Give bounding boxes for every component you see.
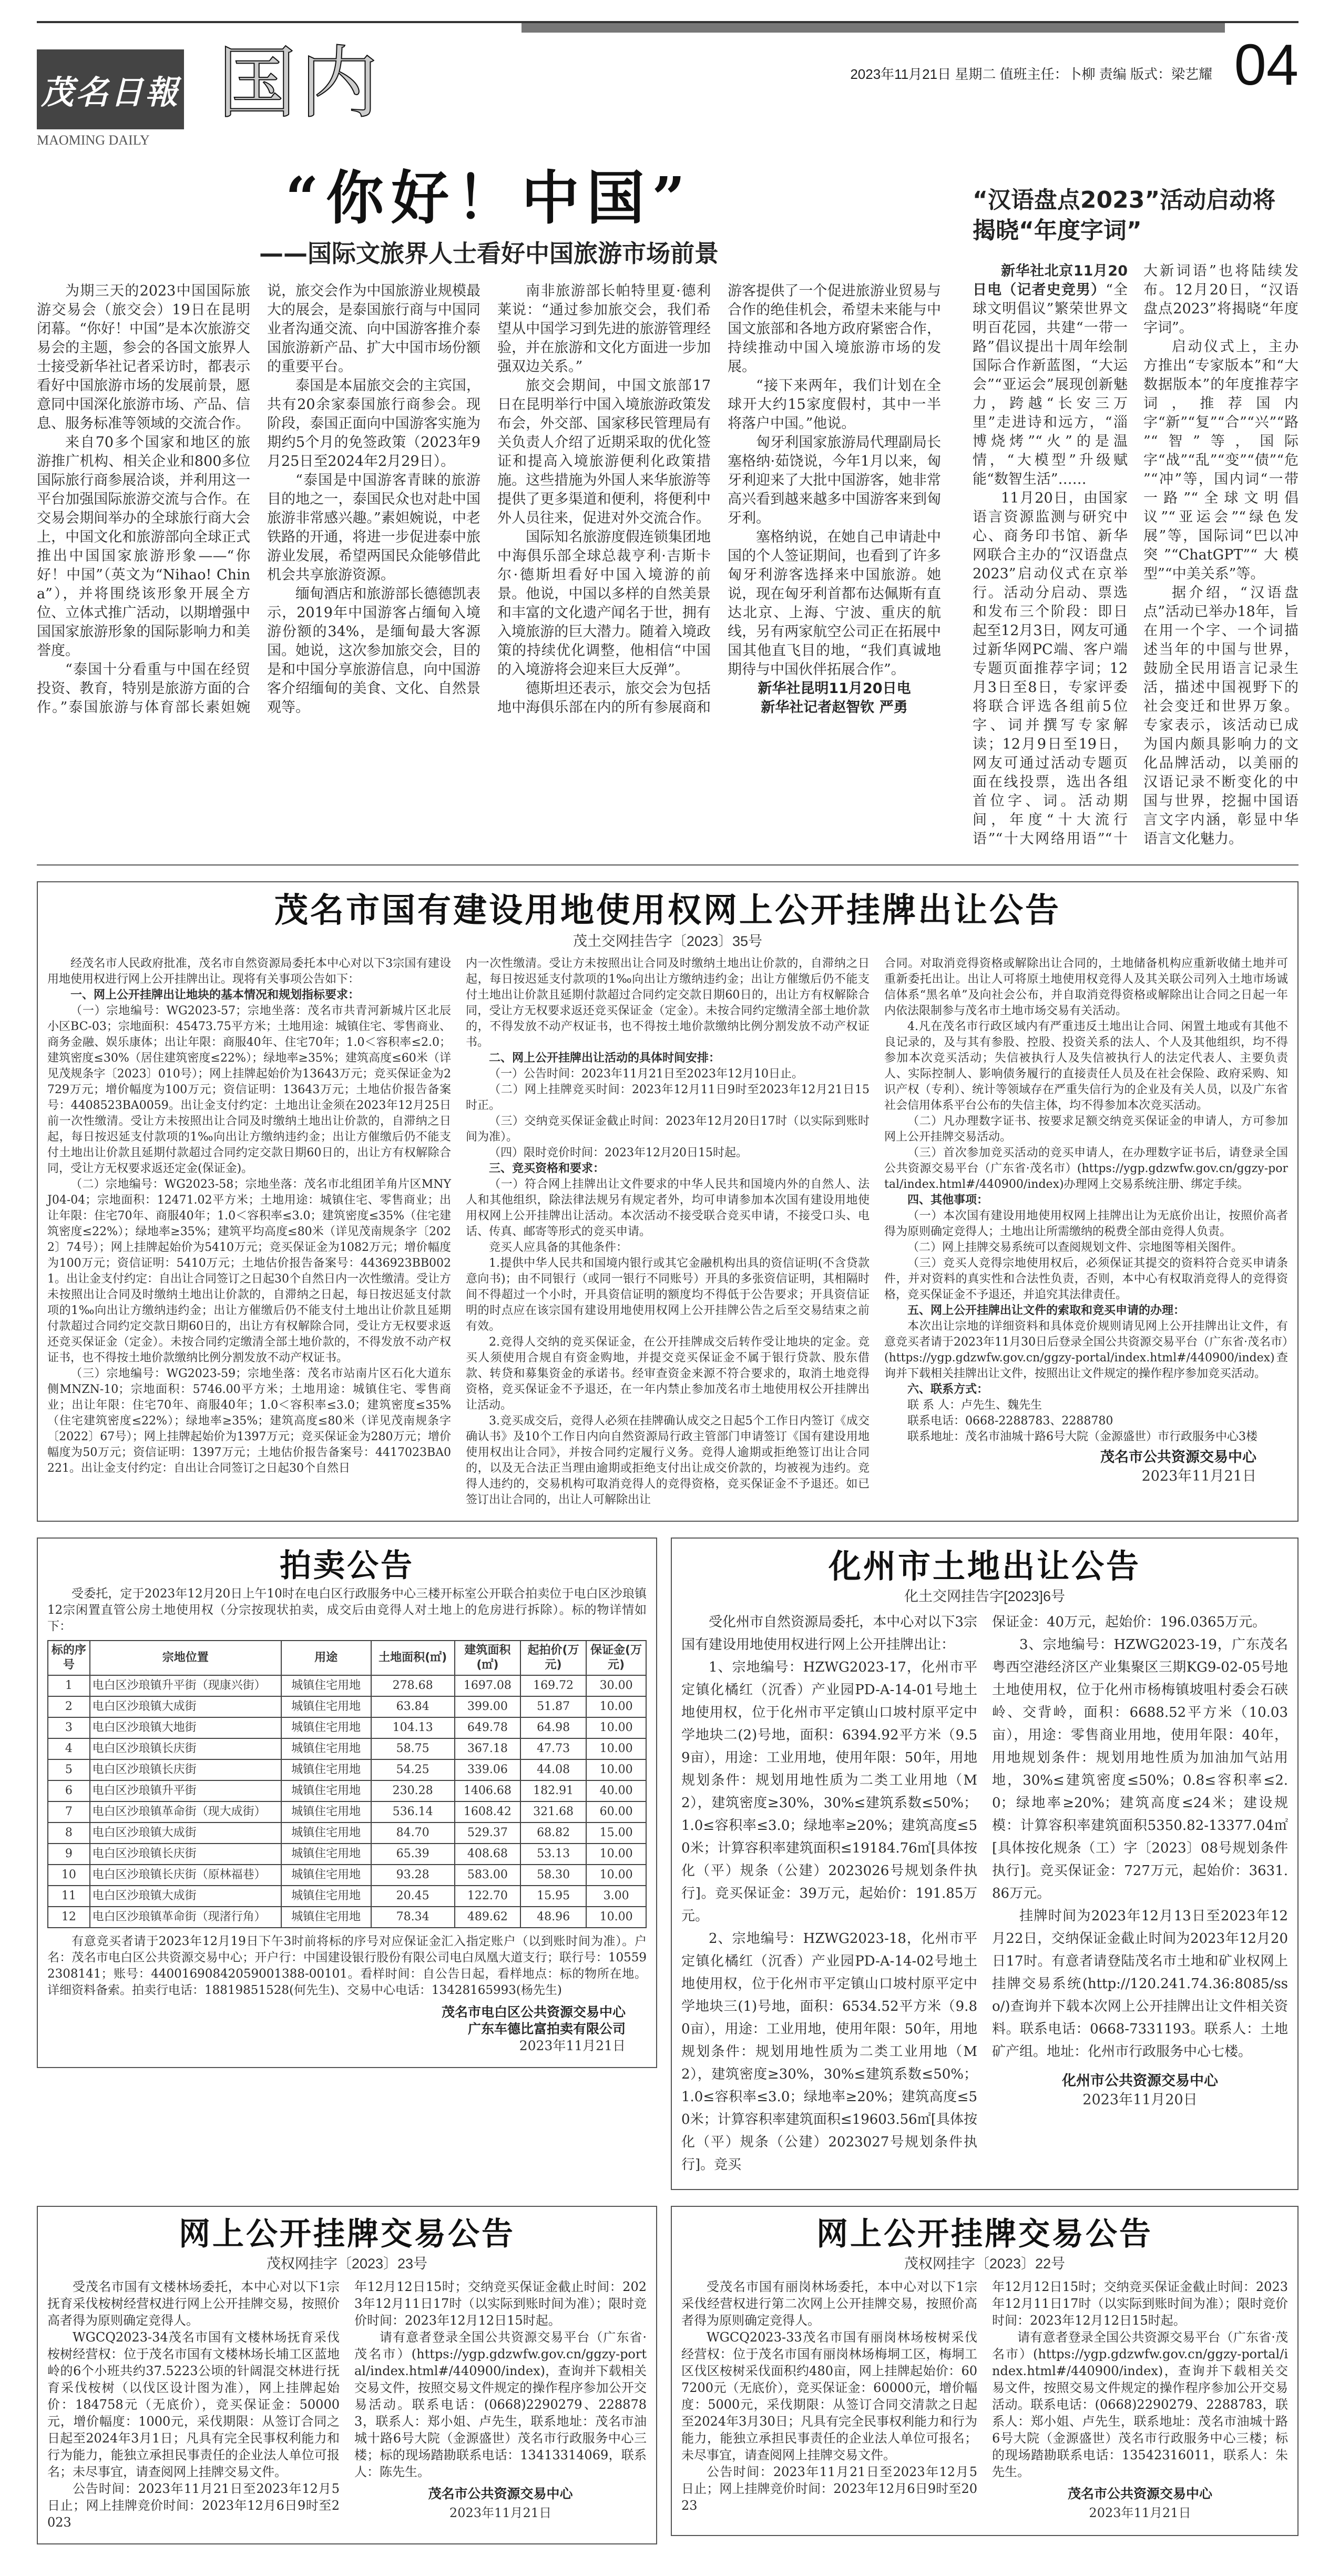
table-cell: 399.00 <box>455 1696 520 1717</box>
table-cell: 城镇住宅用地 <box>281 1780 371 1801</box>
table-row <box>48 1801 646 1822</box>
paragraph: 受茂名市国有丽岗林场委托，本中心对以下1宗采伐经营权进行第二次网上公开挂牌交易，按照价高者得为原则确定竞得人。 <box>681 2279 977 2328</box>
table-cell: 182.91 <box>520 1780 586 1801</box>
table-row <box>48 1759 646 1780</box>
col-header: 标的序号 <box>48 1641 90 1675</box>
paragraph: （二）宗地编号：WG2023-58；宗地坐落：茂名市北组团羊角片区MNYJ04-04；宗地面积：12471.02平方米；土地用途：城镇住宅、零售商业；出让年限：住宅70年、商服40年；1.0＜容积率≤3.0；建筑密度≤35%（住宅建筑密度≤22%）；绿地率≥35%；建筑平均高度≤80米（详见茂南规条字〔2022〕74号）；网上挂牌起始价为5410万元；竞买保证金为1082万元；增价幅度为100万元；资信证明：5410万元；土地估价报告备案号：4436923BB0021。出让金支付约定：自出让合同签订之日起30个自然日内一次性缴清。受让方未按照出让合同及时缴纳土地出让价款的，自滞纳之日起，每日按迟延支付款项的1‰向出让方缴纳违约金；出让方催缴后仍不能支付土地出让价款且延期付款超过合同约定交款日期60日的，出让方有权解除合同，受让方无权要求返还竞买保证金（定金）。未按合同约定缴清全部土地价款的，不得发放不动产权证书，也不得按土地价款缴纳比例分割发放不动产权证书。 <box>47 1178 451 1365</box>
side-headline: “汉语盘点2023”活动启动将揭晓“年度字词” <box>973 187 1276 244</box>
huazhou-notice-title: 化州市土地出让公告 <box>828 1547 1141 1585</box>
paragraph: 竞买人应具备的其他条件： <box>489 1241 628 1254</box>
paragraph: （二）网上挂牌交易系统可以查阅规划文件、宗地图等相关图件。 <box>907 1241 1243 1254</box>
paragraph: 塞格纳说，在她自己申请赴中国的个人签证期间，也看到了许多匈牙利游客选择来中国旅游。她说，现在匈牙利首都布达佩斯有直达北京、上海、宁波、重庆的航线，另有两家航空公司正在拓展中国其他直飞目的地，“我们真诚地期待与中国伙伴拓展合作”。 <box>728 529 941 678</box>
table-cell: 9 <box>48 1844 90 1865</box>
auction-notice-box <box>37 1538 657 2068</box>
land-notice-body <box>47 956 1288 1508</box>
paragraph: 联系地址：茂名市油城十路6号大院（金源盛世）市行政服务中心3楼 <box>907 1430 1258 1443</box>
col-header: 宗地位置 <box>90 1641 281 1675</box>
table-cell: 2 <box>48 1696 90 1717</box>
table-cell: 230.28 <box>371 1780 455 1801</box>
lead-subheadline: ——国际文旅界人士看好中国旅游市场前景 <box>259 239 719 268</box>
paragraph: 联 系 人：卢先生、魏先生 <box>907 1399 1042 1412</box>
notices-row-2 <box>37 2206 1299 2544</box>
paragraph: 请有意者登录全国公共资源交易平台（广东省·茂名市）(https://ygp.gdzwfw.gov.cn/ggzy-portal/index.html#/440900/index)，查询并下载相关交易文件，按照交易文件规定的操作程序参加公开交易活动。联系电话：(0668)2290279、2288783，联系人：郑小姐、卢先生，联系地址：茂名市油城十路6号大院（金源盛世）茂名市行政服务中心三楼；标的现场踏勘联系电话：13542316011，联系人：朱先生。 <box>992 2330 1288 2479</box>
table-cell: 65.39 <box>371 1844 455 1865</box>
table-cell: 3.00 <box>586 1886 646 1907</box>
paragraph: （三）首次参加竞买活动的竞买申请人，在办理数字证书后，请登录全国公共资源交易平台（广东省·茂名市）(https://ygp.gdzwfw.gov.cn/ggzy-portal/index.html#/440900/index)办理网上交易系统注册、绑定手续。 <box>884 1146 1288 1191</box>
land-notice-col-2 <box>466 956 870 1508</box>
table-cell: 1608.42 <box>455 1801 520 1822</box>
side-article <box>973 164 1299 849</box>
auction-footer: 有意竞买者请于2023年12月19日下午3时前将标的序号对应保证金汇入指定账户（以到账时间为准）。户名：茂名市电白区公共资源交易中心；开户行：中国建设银行股份有限公司电白凤凰大道支行；联行号：105592308141；账号：44001690842059001388-00101。看样时间：自公告日起，看样地点：标的物所在地。详细资料备索。拍卖行电话：18819851528(何先生)、交易中心电话：13428165993(杨先生) <box>47 1934 647 1997</box>
paragraph: 受茂名市国有文楼林场委托，本中心对以下1宗抚育采伐桉树经营权进行网上公开挂牌交易，按照价高者得为原则确定竞得人。 <box>47 2279 340 2328</box>
land-notice-col-1 <box>47 956 451 1508</box>
paragraph: “接下来两年，我们计划在全球开大约15家度假村，其中一半将落户中国。”他说。 <box>728 378 941 432</box>
huazhou-signer: 化州市公共资源交易中心 <box>1062 2073 1218 2089</box>
paragraph: 年12月12日15时；交纳竞买保证金截止时间：2023年12月11日17时（以实际到账时间为准）；限时竞价时间：2023年12月12日15时起。 <box>992 2279 1288 2328</box>
table-cell: 城镇住宅用地 <box>281 1844 371 1865</box>
paragraph: 德斯坦还表示，旅交会为包括地中海俱乐部在内的所有参展商和游客提供了一个促进旅游业贸易与合作的绝佳机会，希望未来能与中国文旅部和各地方政府紧密合作，持续推动中国入境旅游市场的发展。 <box>497 283 941 716</box>
col-header: 土地面积(㎡) <box>371 1641 455 1675</box>
trade-22-body <box>681 2278 1288 2522</box>
paragraph: 3.竞买成交后，竞得人必须在挂牌确认成交之日起5个工作日内签订《成交确认书》及10个工作日内向自然资源局行政主管部门申请签订《国有建设用地使用权出让合同》，并按合同约定履行义务。竞得人逾期或拒绝签订出让合同的，以及无合法正当理由逾期或拒绝支付出让成交价款的，均被视为违约。竞得人违约的，交易机构可取消竞得人的竞得资格，竞买保证金不予退还。如已签订出让合同的，出让人可解除出让 <box>466 1414 870 1506</box>
trade-notice-22-doc-no: 茂权网挂字〔2023〕22号 <box>904 2256 1066 2272</box>
table-cell: 1697.08 <box>455 1675 520 1696</box>
table-cell: 电白区沙琅镇升平街 <box>90 1780 281 1801</box>
land-notice-col-3 <box>884 956 1288 1508</box>
table-cell: 11 <box>48 1886 90 1907</box>
table-cell: 12 <box>48 1907 90 1928</box>
auction-notice-title: 拍卖公告 <box>280 1547 414 1584</box>
side-lead: 新华社北京11月20日电（记者史竞男） <box>973 263 1128 298</box>
paragraph: 公告时间：2023年11月21日至2023年12月5日止；网上挂牌竞价时间：2023年12月6日9时至2023 <box>47 2481 340 2530</box>
auction-intro: 受委托，定于2023年12月20日上午10时在电白区行政服务中心三楼开标室公开联合拍卖位于电白区沙琅镇12宗闲置直管公房土地使用权（分宗按现状拍卖，成交后由竞得人对土地上的危房进行拆除）。标的物详情如下： <box>47 1587 647 1633</box>
paragraph: 受化州市自然资源局委托，本中心对以下3宗国有建设用地使用权进行网上公开挂牌出让： <box>681 1614 977 1653</box>
table-cell: 536.14 <box>371 1801 455 1822</box>
lead-article <box>37 164 941 849</box>
paragraph: 3、宗地编号：HZWG2023-19，广东茂名粤西空港经济区产业集聚区三期KG9-02-05号地土地使用权，位于化州市杨梅镇坡咀村委会石硖岭、交背岭，面积：6688.52平方米（10.03亩），用途：零售商业用地，使用年限：40年，用地规划条件：规划用地性质为加油加气站用地，30%≤建筑密度≤50%；0.8≤容积率≤2.0；绿地率≥20%；建筑高度≤24米；建设规模：计算容积率建筑面积5350.82-13377.04㎡[具体按化规条（工）字〔2023〕08号规划条件执行]。竞买保证金：727万元，起始价：3631.86万元。 <box>992 1637 1288 1901</box>
auction-table-header <box>48 1641 646 1675</box>
notices-row-1 <box>37 1538 1299 2190</box>
auction-signer-2: 广东车德比富拍卖有限公司 <box>467 2021 626 2037</box>
trade-23-col-2 <box>354 2278 647 2531</box>
paragraph: WGCQ2023-33茂名市国有丽岗林场桉树采伐经营权：位于茂名市国有丽岗林场梅垌工区，梅垌工区伐区桉树采伐面积约480亩，网上挂牌起始价：607200元（无底价），竞买保证金：60000元，增价幅度：5000元，采伐期限：从签订合同交清款之日起至2024年3月30日；凡具有完全民事权利能力和行为能力，能独立承担民事责任的企业法人单位可报名；未尽事宜，请查阅网上挂牌交易文件。 <box>681 2330 977 2462</box>
paragraph: 泰国是本届旅交会的主宾国，共有20余家泰国旅行商参会。现阶段，泰国正面向中国游客实施为期约5个月的免签政策（2023年9月25日至2024年2月29日）。 <box>267 378 481 470</box>
paragraph: 11月20日，由国家语言资源监测与研究中心、商务印书馆、新华网联合主办的“汉语盘点2023”启动仪式在京举行。活动分启动、票选和发布三个阶段：即日起至12月3日，网友可通过新华网PC端、客户端专题页面推荐字词；12月3日至8日，专家评委将联合评选各组前5位字、词并撰写专家解读；12月9日至19日，网友可通过活动专题页面在线投票，选出各组首位字、词。活动期间，年度“十大流行语”“十大网络用语”“十大新词语”也将陆续发布。12月20日，“汉语盘点2023”将揭晓“年度字词”。 <box>973 263 1299 847</box>
land-notice-doc-no: 茂土交网挂告字〔2023〕35号 <box>573 933 763 949</box>
trade-22-signer: 茂名市公共资源交易中心 <box>1067 2486 1212 2501</box>
table-cell: 51.87 <box>520 1696 586 1717</box>
paragraph: 保证金：40万元，起始价：196.0365万元。 <box>992 1614 1266 1630</box>
table-cell: 63.84 <box>371 1696 455 1717</box>
table-cell: 367.18 <box>455 1738 520 1759</box>
table-cell: 529.37 <box>455 1822 520 1844</box>
paragraph: 国际知名旅游度假连锁集团地中海俱乐部全球总裁亨利·吉斯卡尔·德斯坦看好中国入境游的前景。他说，中国以多样的自然美景和丰富的文化遗产闻名于世，拥有入境旅游的巨大潜力。随着入境政策的持续优化调整，他相信“中国的入境游将会迎来巨大反弹”。 <box>497 529 711 678</box>
logo-block <box>37 34 205 148</box>
table-row <box>48 1844 646 1865</box>
paragraph: 合同。对取消竞得资格或解除出让合同的，土地储备机构应重新收储土地并可重新委托出让。出让人可将原土地使用权竞得人及其关联公司列入土地市场诚信体系“黑名单”及向社会公布，并自取消竞得资格或解除出让合同之日起一年内依法限制参与茂名市土地市场交易有关活动。 <box>884 957 1288 1017</box>
table-cell: 60.00 <box>586 1801 646 1822</box>
auction-signer-1: 茂名市电白区公共资源交易中心 <box>441 2004 626 2020</box>
table-cell: 城镇住宅用地 <box>281 1865 371 1886</box>
land-notice-signature <box>884 1448 1288 1486</box>
table-cell: 城镇住宅用地 <box>281 1822 371 1844</box>
paragraph: （三）交纳竞买保证金截止时间：2023年12月20日17时（以实际到账时间为准）。 <box>466 1115 870 1144</box>
table-cell: 电白区沙琅镇大成街 <box>90 1696 281 1717</box>
section-heading: 一、网上公开挂牌出让地块的基本情况和规划指标要求： <box>70 989 360 1002</box>
table-cell: 122.70 <box>455 1886 520 1907</box>
col-header: 保证金(万元) <box>586 1641 646 1675</box>
paragraph: （四）限时竞价时间：2023年12月20日15时起。 <box>489 1146 748 1159</box>
table-row <box>48 1822 646 1844</box>
byline-dateline: 新华社昆明11月20日电 <box>758 680 911 697</box>
table-cell: 5 <box>48 1759 90 1780</box>
table-cell: 10.00 <box>586 1738 646 1759</box>
table-cell: 489.62 <box>455 1907 520 1928</box>
table-cell: 城镇住宅用地 <box>281 1696 371 1717</box>
paragraph: （三）宗地编号：WG2023-59；宗地坐落：茂名市站南片区石化大道东侧MNZN-10；宗地面积：5746.00平方米；土地用途：城镇住宅、零售商业；出让年限：住宅70年、商服40年；1.0＜容积率≤3.0；建筑密度≤35%（住宅建筑密度≤22%）；绿地率≥35%；建筑高度≤80米（详见茂南规条字〔2022〕67号）；网上挂牌起始价为1397万元；竞买保证金为280万元；增价幅度为50万元；资信证明：1397万元；土地估价报告备案号：4417023BA0221。出让金支付约定：自出让合同签订之日起30个自然日 <box>47 1367 452 1475</box>
huazhou-date: 2023年11月20日 <box>1082 2092 1198 2108</box>
table-cell: 10.00 <box>586 1865 646 1886</box>
table-cell: 10 <box>48 1865 90 1886</box>
table-cell: 54.25 <box>371 1759 455 1780</box>
table-cell: 15.00 <box>586 1822 646 1844</box>
col-header: 起拍价(万元) <box>520 1641 586 1675</box>
trade-23-signer: 茂名市公共资源交易中心 <box>428 2486 573 2501</box>
table-cell: 8 <box>48 1822 90 1844</box>
table-cell: 电白区沙琅镇大成街 <box>90 1822 281 1844</box>
trade-23-date: 2023年11月21日 <box>449 2506 552 2520</box>
page-number: 04 <box>1234 33 1299 97</box>
table-cell: 53.13 <box>520 1844 586 1865</box>
news-area <box>37 164 1299 866</box>
huazhou-body <box>681 1611 1288 2176</box>
land-notice-signer: 茂名市公共资源交易中心 <box>1100 1449 1256 1465</box>
paragraph: 据介绍，“汉语盘点”活动已举办18年，旨在用一个字、一个词描述当年的中国与世界，鼓励全民用语言记录生活，描述中国视野下的社会变迁和世界万象。专家表示，该活动已成为国内颇具影响力的文化品牌活动，以美丽的汉语记录不断变化的中国与世界，挖掘中国语言文字内涵，彰显中华语言文化魅力。 <box>1143 585 1299 847</box>
huazhou-col-2 <box>992 1611 1288 2176</box>
table-cell: 20.45 <box>371 1886 455 1907</box>
table-cell: 电白区沙琅镇长庆街 <box>90 1759 281 1780</box>
huazhou-col-1 <box>681 1611 977 2176</box>
paragraph: 来自70多个国家和地区的旅游推广机构、相关企业和800多位国际旅行商参展洽谈，并利用这一平台加强国际旅游交流与合作。在交易会期间举办的全球旅行商大会上，中国文化和旅游部向全球正式推出中国国家旅游形象——“你好！中国”（英文为“Nihao! China”），并将围绕该形象开展全方位、立体式推广活动，以期增强中国国家旅游形象的国际影响力和美誉度。 <box>37 434 250 659</box>
trade-22-date: 2023年11月21日 <box>1089 2506 1191 2520</box>
table-row <box>48 1886 646 1907</box>
section-heading: 六、联系方式： <box>907 1383 989 1396</box>
paragraph: 旅交会期间，中国文旅部17日在昆明举行中国入境旅游政策发布会，外交部、国家移民管理局有关负责人介绍了近期采取的优化签证和提高入境旅游便利化政策措施。这些措施为外国人来华旅游等提供了更多渠道和便利，将便利中外人员往来，促进对外交流合作。 <box>497 378 711 526</box>
paragraph: 联系电话：0668-2288783、2288780 <box>907 1414 1113 1428</box>
huazhou-notice-box <box>671 1538 1299 2190</box>
paragraph: 缅甸酒店和旅游部长德德凯表示，2019年中国游客占缅甸入境游份额的34%，是缅甸最大客源国。她说，这次参加旅交会，目的是和中国分享旅游信息，向中国游客介绍缅甸的美食、文化、自然景观等。 <box>267 586 481 716</box>
section-heading: 五、网上公开挂牌出让文件的索取和竞买申请的办理： <box>907 1304 1185 1317</box>
table-cell: 44.08 <box>520 1759 586 1780</box>
table-cell: 58.75 <box>371 1738 455 1759</box>
paragraph: 内一次性缴清。受让方未按照出让合同及时缴纳土地出让价款的，自滞纳之日起，每日按迟延支付款项的1‰向出让方缴纳违约金；出让方催缴后仍不能支付土地出让价款且延期付款超过合同约定交款日期60日的，出让方有权解除合同，受让方无权要求返还竞买保证金（定金）。未按合同约定缴清全部土地价款的，不得发放不动产权证书，也不得按土地价款缴纳比例分割发放不动产权证书。 <box>466 957 870 1049</box>
paragraph: 1、宗地编号：HZWG2023-17，化州市平定镇化橘红（沉香）产业园PD-A-14-01号地土地使用权，位于化州市平定镇山口坡村原平定中学地块二(2)号地，面积：6394.92平方米（9.59亩），用途：工业用地，使用年限：50年，用地规划条件：规划用地性质为二类工业用地（M2），建筑密度≥30%，30%≤建筑系数≤50%；1.0≤容积率≤3.0；绿地率≥20%；建筑高度≤50米；计算容积率建筑面积≤19184.76㎡[具体按化（平）规条（公建）2023026号规划条件执行]。竞买保证金：39万元，起始价：191.85万元。 <box>681 1659 977 1924</box>
table-cell: 321.68 <box>520 1801 586 1822</box>
side-body <box>973 262 1299 849</box>
table-cell: 104.13 <box>371 1717 455 1738</box>
lead-headline: “你好！中国” <box>285 164 693 232</box>
table-cell: 278.68 <box>371 1675 455 1696</box>
paragraph: 南非旅游部长帕特里夏·德利莱说：“通过参加旅交会，我们希望从中国学习到先进的旅游管理经验，并在旅游和文化方面进一步加强双边关系。” <box>497 283 711 375</box>
section-title: 国内 <box>218 38 382 129</box>
table-row <box>48 1696 646 1717</box>
land-notice-box <box>37 881 1299 1522</box>
table-cell: 3 <box>48 1717 90 1738</box>
newspaper-logo: 茂名日報 <box>37 49 184 129</box>
paragraph: 年12月12日15时；交纳竞买保证金截止时间：2023年12月11日17时（以实际到账时间为准）；限时竞价时间：2023年12月12日15时起。 <box>354 2279 647 2328</box>
table-cell: 93.28 <box>371 1865 455 1886</box>
table-cell: 6 <box>48 1780 90 1801</box>
table-cell: 电白区沙琅镇长庆街 <box>90 1738 281 1759</box>
trade-notice-23-doc-no: 茂权网挂字〔2023〕23号 <box>266 2256 428 2272</box>
table-row <box>48 1865 646 1886</box>
table-cell: 电白区沙琅镇革命街（现大成街） <box>90 1801 281 1822</box>
trade-22-col-1 <box>681 2278 977 2522</box>
paragraph: （一）公告时间：2023年11月21日至2023年12月10日止。 <box>489 1067 803 1081</box>
trade-notice-22-title: 网上公开挂牌交易公告 <box>816 2216 1153 2253</box>
masthead <box>37 21 1299 148</box>
paragraph: 匈牙利国家旅游局代理副局长塞格纳·茹饶说，今年1月以来，匈牙利迎来了大批中国游客，她非常高兴看到越来越多中国游客来到匈牙利。 <box>728 434 941 526</box>
table-cell: 339.06 <box>455 1759 520 1780</box>
table-row <box>48 1780 646 1801</box>
paragraph: 2.竞得人交纳的竞买保证金，在公开挂牌成交后转作受让地块的定金。竞买人须使用合规自有资金购地，并提交竞买保证金不属于银行贷款、股东借款、转贷和募集资金的承诺书。经审查资金来源不符合要求的，取消土地竞得资格，竞买保证金不予退还，在一年内禁止参加茂名市土地使用权公开挂牌出让活动。 <box>466 1336 870 1412</box>
table-cell: 47.73 <box>520 1738 586 1759</box>
table-cell: 7 <box>48 1801 90 1822</box>
table-cell: 城镇住宅用地 <box>281 1738 371 1759</box>
table-cell: 10.00 <box>586 1717 646 1738</box>
section-heading: 二、网上公开挂牌出让活动的具体时间安排： <box>489 1052 721 1065</box>
table-cell: 1 <box>48 1675 90 1696</box>
auction-table <box>47 1640 647 1928</box>
paragraph: “泰国十分看重与中国在经贸投资、教育，特别是旅游方面的合作。”泰国旅游与体育部长素妲婉说，旅交会作为中国旅游业规模最大的展会，是泰国旅行商与中国同业者沟通交流、向中国游客推介泰国旅游新产品、扩大中国市场份额的重要平台。 <box>37 283 481 716</box>
paragraph: WGCQ2023-34茂名市国有文楼林场抚育采伐桉树经营权：位于茂名市国有文楼林场长埔工区蓝地岭的6个小班共约37.5223公顷的针阔混交林进行抚育采伐桉树（以伐区设计图为准），网上挂牌起始价：184758元（无底价），竞买保证金：50000元，增价幅度：1000元，采伐期限：从签订合同之日起至2024年3月1日；凡具有完全民事权利能力和行为能力，能独立承担民事责任的企业法人单位可报名；未尽事宜，请查阅网上挂牌交易文件。 <box>47 2330 340 2479</box>
paragraph: 公告时间：2023年11月21日至2023年12月5日止；网上挂牌竞价时间：2023年12月6日9时至2023 <box>681 2465 977 2513</box>
paragraph: （二）凡办理数字证书、按要求足额交纳竞买保证金的申请人，方可参加网上公开挂牌交易活动。 <box>884 1115 1288 1144</box>
land-notice-title: 茂名市国有建设用地使用权网上公开挂牌出让公告 <box>274 891 1061 930</box>
byline-reporters: 新华社记者赵智钦 严勇 <box>761 699 908 716</box>
table-cell: 城镇住宅用地 <box>281 1886 371 1907</box>
table-row <box>48 1738 646 1759</box>
paragraph: 本次出让宗地的详细资料和具体竞价规则请见网上公开挂牌出让文件，有意竞买者请于2023年11月30日后登录全国公共资源交易平台（广东省·茂名市）(https://ygp.gdzwfw.gov.cn/ggzy-portal/index.html#/440900/index)查询并下载相关挂牌出让文件，按照出让文件规定的操作程序参加竞买活动。 <box>884 1320 1288 1380</box>
table-cell: 10.00 <box>586 1844 646 1865</box>
table-cell: 电白区沙琅镇大成街 <box>90 1886 281 1907</box>
lead-body <box>37 282 941 717</box>
paragraph: “泰国是中国游客青睐的旅游目的地之一，泰国民众也对赴中国旅游非常感兴趣。”素妲婉说，中老铁路的开通，将进一步促进泰中旅游业发展，希望两国民众能够借此机会共享旅游资源。 <box>267 472 481 583</box>
table-cell: 10.00 <box>586 1907 646 1928</box>
auction-date: 2023年11月21日 <box>519 2038 626 2053</box>
paragraph: （二）网上挂牌竞买时间：2023年12月11日9时至2023年12月21日15时正。 <box>466 1083 870 1112</box>
table-row <box>48 1675 646 1696</box>
table-cell: 4 <box>48 1738 90 1759</box>
table-cell: 电白区沙琅镇升平街（现康兴街） <box>90 1675 281 1696</box>
table-cell: 电白区沙琅镇长庆街 <box>90 1844 281 1865</box>
land-notice-date: 2023年11月21日 <box>1141 1468 1256 1484</box>
table-cell: 电白区沙琅镇革命街（现渚行角） <box>90 1907 281 1928</box>
table-cell: 64.98 <box>520 1717 586 1738</box>
paragraph: 请有意者登录全国公共资源交易平台（广东省·茂名市）(https://ygp.gdzwfw.gov.cn/ggzy-portal/index.html#/440900/index)，查询并下载相关交易文件，按照交易文件规定的操作程序参加公开交易活动。联系电话：(0668)2290279、2288783，联系人：郑小姐、卢先生，联系地址：茂名市油城十路6号大院（金源盛世）茂名市行政服务中心三楼；标的现场踏勘联系电话：13413314069，联系人：陈先生。 <box>354 2330 647 2479</box>
auction-signers <box>47 2004 647 2054</box>
col-header: 建筑面积(㎡) <box>455 1641 520 1675</box>
trade-23-body <box>47 2278 647 2531</box>
table-cell: 10.00 <box>586 1759 646 1780</box>
table-cell: 30.00 <box>586 1675 646 1696</box>
paragraph: 经茂名市人民政府批准，茂名市自然资源局委托本中心对以下3宗国有建设用地使用权进行网上公开挂牌出让。现将有关事项公告如下： <box>47 957 451 986</box>
table-cell: 城镇住宅用地 <box>281 1759 371 1780</box>
table-cell: 10.00 <box>586 1696 646 1717</box>
trade-notice-23-box <box>37 2206 657 2544</box>
table-cell: 城镇住宅用地 <box>281 1801 371 1822</box>
table-cell: 649.78 <box>455 1717 520 1738</box>
table-cell: 408.68 <box>455 1844 520 1865</box>
paragraph: （一）宗地编号：WG2023-57；宗地坐落：茂名市共青河新城片区北辰小区BC-03；宗地面积：45473.75平方米；土地用途：城镇住宅、零售商业、商务金融、娱乐康体；出让年限：商服40年、住宅70年；1.0＜容积率≤2.0；建筑密度≤30%（居住建筑密度≤22%）；绿地率≥35%；建筑高度≤60米（详见茂规条字〔2023〕010号）；网上挂牌起始价为13643万元；竞买保证金为2729万元；增价幅度为100万元；资信证明：13643万元；土地估价报告备案号：4408523BA0059。出让金支付约定：土地出让金须在2023年12月25日前一次性缴清。受让方未按照出让合同及时缴纳土地出让价款的，自滞纳之日起，每日按迟延支付款项的1‰向出让方缴纳违约金；出让方催缴后仍不能支付土地出让价款且延期付款超过合同约定交款日期60日的，出让方有权解除合同，受让方无权要求返还定金(保证金)。 <box>47 1004 451 1175</box>
table-cell: 电白区沙琅镇长庆街（原林福巷） <box>90 1865 281 1886</box>
paragraph <box>973 262 1128 489</box>
col-header: 用途 <box>281 1641 371 1675</box>
table-cell: 78.34 <box>371 1907 455 1928</box>
trade-23-col-1 <box>47 2278 340 2531</box>
table-cell: 城镇住宅用地 <box>281 1907 371 1928</box>
side-text: “全球文明倡议”繁荣世界文明百花园，共建“一带一路”倡议提出十周年绘制国际合作新蓝图，“大运会”“亚运会”展现创新魅力，跨越“长安三万里”走进诗和远方，“淄博烧烤”“火”的是温情，“大模型”升级赋能“数智生活”…… <box>973 282 1128 487</box>
table-cell: 城镇住宅用地 <box>281 1675 371 1696</box>
table-cell: 583.00 <box>455 1865 520 1886</box>
trade-22-col-2 <box>992 2278 1288 2522</box>
table-cell: 城镇住宅用地 <box>281 1717 371 1738</box>
paragraph: 4.凡在茂名市行政区域内有严重违反土地出让合同、闲置土地或有其他不良记录的，及与其有参股、控股、投资关系的法人、个人及其他组织，均不得参加本次竞买活动；失信被执行人及失信被执行人的法定代表人、主要负责人、实际控制人、影响债务履行的直接责任人员及在社会保险、政府采购、知识产权（专利）、统计等领域存在严重失信行为的企业及有关人员，以及广东省社会信用体系平台公布的失信主体，均不得参加本次竞买活动。 <box>884 1020 1288 1112</box>
table-cell: 1406.68 <box>455 1780 520 1801</box>
paragraph: 为期三天的2023中国国际旅游交易会（旅交会）19日在昆明闭幕。“你好！中国”是本次旅游交易会的主题，参会的各国文旅界人士接受新华社记者采访时，都表示看好中国旅游市场的发展前景，愿意同中国深化旅游市场、产品、信息、服务标准等领域的交流合作。 <box>37 283 250 432</box>
table-row <box>48 1717 646 1738</box>
table-cell: 84.70 <box>371 1822 455 1844</box>
section-heading: 三、竞买资格和要求： <box>489 1162 605 1175</box>
table-cell: 68.82 <box>520 1822 586 1844</box>
paragraph: 2、宗地编号：HZWG2023-18，化州市平定镇化橘红（沉香）产业园PD-A-14-02号地土地使用权，位于化州市平定镇山口坡村原平定中学地块三(1)号地，面积：6534.52平方米（9.80亩），用途：工业用地，使用年限：50年，用地规划条件：规划用地性质为二类工业用地（M2），建筑密度≥30%，30%≤建筑系数≤50%；1.0≤容积率≤3.0；绿地率≥20%；建筑高度≤50米；计算容积率建筑面积≤19603.56㎡[具体按化（平）规条（公建）2023027号规划条件执行]。竞买 <box>681 1931 977 2173</box>
trade-notice-22-box <box>671 2206 1299 2536</box>
table-cell: 169.72 <box>520 1675 586 1696</box>
paragraph: （一）本次国有建设用地使用权网上挂牌出让为无底价出让，按照价高者得为原则确定竞得人；土地出让所需缴纳的税费全部由竞得人负责。 <box>884 1209 1288 1238</box>
newspaper-logo-english: MAOMING DAILY <box>37 133 150 148</box>
table-row <box>48 1907 646 1928</box>
paragraph: （一）符合网上挂牌出让文件要求的中华人民共和国境内外的自然人、法人和其他组织，除法律法规另有规定者外，均可申请参加本次国有建设用地使用权网上公开挂牌出让活动。本次活动不接受联合竞买申请，不接受口头、电话、传真、邮寄等形式的竞买申请。 <box>466 1178 870 1238</box>
table-cell: 电白区沙琅镇大地街 <box>90 1717 281 1738</box>
paragraph: （三）竞买人竞得宗地使用权后，必须保证其提交的资料符合竞买申请条件，并对资料的真实性和合法性负责，否则，本中心有权取消竞得人的竞得资格，竞买保证金不予退还，并追究其法律责任。 <box>884 1257 1288 1301</box>
paragraph: 1.提供中华人民共和国境内银行或其它金融机构出具的资信证明(不含贷款意向书)；由不同银行（或同一银行不同账号）开具的多张资信证明，其相隔时间不得超过一个小时，开具资信证明的额度均不得低于公告要求；开具资信证明的时点应在该宗国有建设用地使用权网上公开挂牌公告之后至交易结束之前有效。 <box>466 1257 870 1333</box>
table-cell: 15.95 <box>520 1886 586 1907</box>
trade-notice-23-title: 网上公开挂牌交易公告 <box>179 2216 515 2253</box>
table-cell: 40.00 <box>586 1780 646 1801</box>
section-heading: 四、其他事项： <box>907 1194 989 1207</box>
huazhou-notice-doc-no: 化土交网挂告字[2023]6号 <box>904 1589 1066 1604</box>
header-bar <box>522 23 1225 33</box>
table-cell: 58.30 <box>520 1865 586 1886</box>
land-notice-col-3-body <box>884 956 1288 1445</box>
paragraph: 挂牌时间为2023年12月13日至2023年12月22日，交纳保证金截止时间为2023年12月20日17时。有意者请登陆茂名市土地和矿业权网上挂牌交易系统(http://120.241.74.36:8085/sso/)查询并下载本次网上公开挂牌出让文件相关资料。联系电话：0668-7331193。联系人：土地矿产组。地址：化州市行政服务中心七楼。 <box>992 1908 1288 2060</box>
paragraph: 启动仪式上，主办方推出“专家版本”和“大数据版本”的年度推荐字词，推荐国内字“新”“复”“合”“兴”“路”“智”等，国际字“战”“乱”“变”“债”“危”“冲”等，国内词“一带一路”“全球文明倡议”“亚运会”“绿色发展”等，国际词“巴以冲突”“ChatGPT”“大模型”“中美关系”等。 <box>1143 339 1299 582</box>
dateline: 2023年11月21日 星期二 值班主任：卜柳 责编 版式：梁艺耀 <box>850 66 1212 82</box>
table-cell: 48.96 <box>520 1907 586 1928</box>
